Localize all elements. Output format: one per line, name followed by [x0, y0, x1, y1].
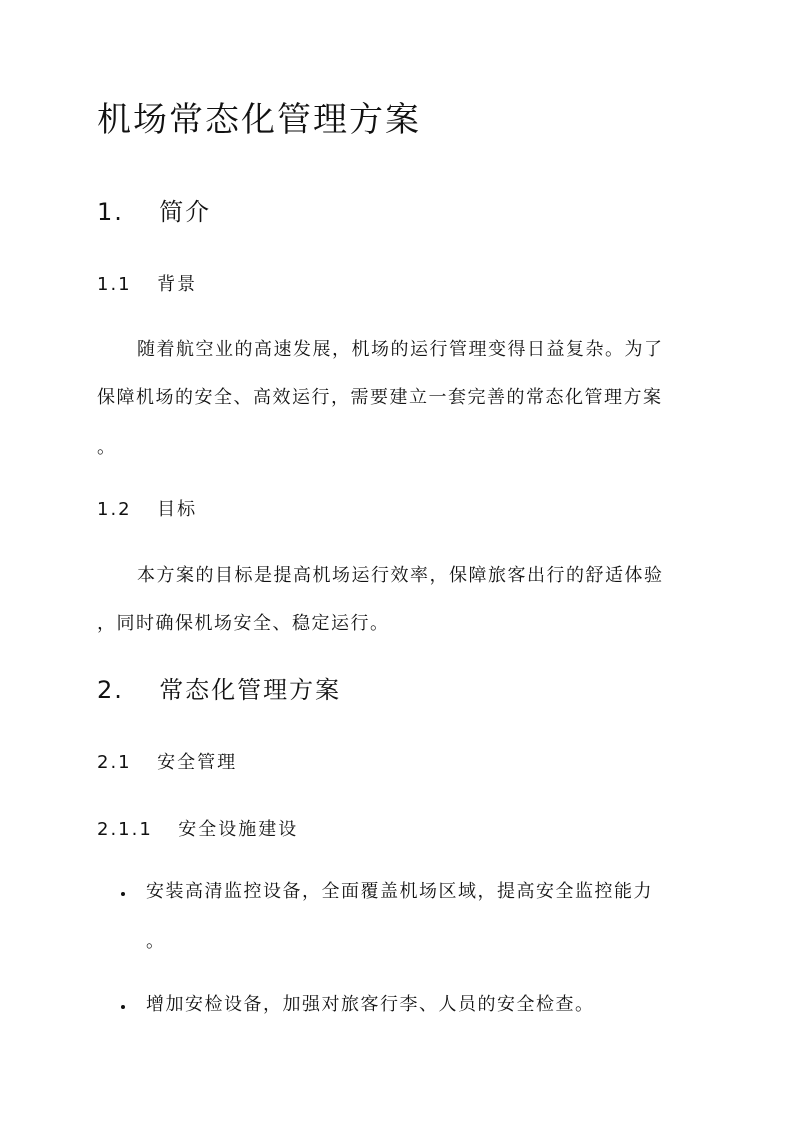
paragraph-line: 。 [97, 437, 117, 458]
paragraph-line: ，同时确保机场安全、稳定运行。 [97, 613, 390, 634]
section-1-title: 简介 [159, 198, 212, 226]
document-title: 机场常态化管理方案 [97, 100, 421, 140]
subsection-2-1-heading [97, 750, 237, 776]
paragraph-line: 随着航空业的高速发展，机场的运行管理变得日益复杂。为了 [137, 339, 664, 360]
list-item-line: 。 [146, 931, 166, 952]
subsection-2-1-1-title: 安全设施建设 [178, 819, 299, 840]
subsection-1-2-heading [97, 497, 197, 523]
paragraph-line: 保障机场的安全、高效运行，需要建立一套完善的常态化管理方案 [97, 387, 663, 408]
bullet-marker [121, 892, 125, 896]
subsection-1-2-number: 1.2 [97, 499, 132, 520]
section-2-heading [97, 674, 341, 706]
paragraph-line: 本方案的目标是提高机场运行效率，保障旅客出行的舒适体验 [137, 565, 664, 586]
subsection-1-1-number: 1.1 [97, 274, 132, 295]
subsection-2-1-title: 安全管理 [157, 752, 238, 773]
list-item-line: 安装高清监控设备，全面覆盖机场区域，提高安全监控能力 [146, 881, 653, 902]
subsection-1-2-title: 目标 [157, 499, 198, 520]
section-1-heading [97, 196, 211, 228]
bullet-marker [121, 1005, 125, 1009]
section-1-number: 1. [97, 198, 124, 226]
subsection-1-1-heading [97, 272, 197, 298]
section-2-number: 2. [97, 676, 124, 704]
subsection-1-1-title: 背景 [157, 274, 198, 295]
list-item-line: 增加安检设备，加强对旅客行李、人员的安全检查。 [146, 994, 595, 1015]
subsection-2-1-1-heading [97, 817, 298, 843]
subsection-2-1-number: 2.1 [97, 752, 132, 773]
subsection-2-1-1-number: 2.1.1 [97, 819, 153, 840]
section-2-title: 常态化管理方案 [159, 676, 342, 704]
